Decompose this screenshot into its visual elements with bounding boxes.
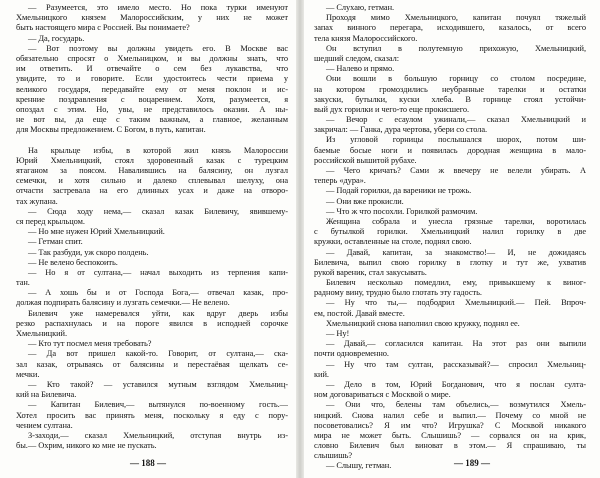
text-line: — Подай горилки, да вареники не трожь. <box>326 186 472 196</box>
text-line: опоздал с этим. Но, увы, не представилось оказии. А ны- <box>16 104 288 114</box>
text-line: — Ну что там султан, рассказывай?— спросил Хмельниц- <box>326 359 586 369</box>
text-line: слышишь? <box>314 451 353 461</box>
text-line: На крыльце избы, в которой жил князь Малороссии <box>28 145 288 155</box>
text-line: ницкий. Снова налил себе и выпил.— Почему со мной не <box>314 410 586 420</box>
text-line: российской вышитой рубахе. <box>314 155 417 165</box>
text-line: — Не велено беспокоить. <box>28 257 118 267</box>
text-line: — Что ж что посохли. Горилкой размочим. <box>326 206 478 216</box>
text-line: запах винного перегара, исходившего, казалось, от всего <box>314 23 586 33</box>
text-line: — Да вот пришел какой-то. Говорит, от султана,— ска- <box>28 349 288 359</box>
text-line: быть настоящего мира с Россией. Вы понимаете? <box>16 23 190 33</box>
text-line: им ответить. И отвечайте о сем без лукавства, что <box>16 64 288 74</box>
text-line: отчасти застревала на его длинных усах и даже на отворо- <box>16 186 288 196</box>
text-line: резко распахнулась и на пороге явился в исподней сорочке <box>16 318 288 328</box>
text-line: увидите, то и говорите. Если удостоитесь чести приема у <box>16 74 288 84</box>
text-line: Хотел просить вас принять меня, поскольку я еду с пору- <box>16 410 288 420</box>
text-line: — Слышу, гетман. <box>326 461 392 471</box>
text-line: — Но мне нужен Юрий Хмельницкий. <box>28 227 165 237</box>
text-line: кренние поздравления с воцарением. Хотя, разумеется, я <box>16 94 288 104</box>
paragraph-gap <box>16 135 288 145</box>
text-line: мира не может быть. Слышишь? — сорвался он на крик, <box>314 430 586 440</box>
text-line: Он вступил в полутемную прихожую, Хмельницкий, <box>326 43 586 53</box>
text-line: должая подпирать балясину и лузгать семечки.— Не велено. <box>16 298 230 308</box>
text-line: чением султана. <box>16 420 73 430</box>
text-line: — Давай,— согласился капитан. На этот раз они выпили <box>326 339 586 349</box>
text-line: — Слухаю, гетман. <box>326 3 395 12</box>
text-line: — Давай, капитан, за знакомство!— И, не дожидаясь <box>326 247 586 257</box>
text-line: с бутылкой горилки. Хмельницкий налил горилку в две <box>314 227 586 237</box>
text-line: кий. <box>314 369 329 379</box>
text-line: Юрий Хмельницкий, стоял здоровенный казак с турецким <box>16 155 288 165</box>
text-line: — Налево и прямо. <box>326 64 395 74</box>
right-page-text <box>314 3 586 472</box>
text-line: мечки. <box>16 369 40 379</box>
text-line: не вот вы, да еще с таким важным, а главное, желанным <box>16 115 288 125</box>
text-line: вый дух горилки и чего-то еще прокисшего. <box>314 104 470 114</box>
text-line: — Капитан Билевич,— вытянулся по-военному гость.— <box>28 400 288 410</box>
text-line: теперь «дура». <box>314 176 366 186</box>
text-line: — Кто такой? — уставился мутным взглядом Хмельниц- <box>28 379 288 389</box>
text-line: — Вечор с есаулом ужинали,— сказал Хмельницкий и <box>326 115 586 125</box>
text-line: великого государя, передавайте ему от меня поклон и ис- <box>16 84 288 94</box>
text-line: семечки, и хотя сильно и далеко сплевывал шелуху, она <box>16 176 288 186</box>
text-line: зал казак, отрываясь от балясины и перестаёвая щелкать се- <box>16 359 288 369</box>
text-line: — Но я от султана,— начал выходить из терпения капи- <box>28 267 288 277</box>
text-line: кий на Билевича. <box>16 390 77 400</box>
text-line: — А хошь бы и от Господа Бога,— отвечал казак, про- <box>28 288 288 298</box>
left-page-number: — 188 — <box>130 458 166 468</box>
text-line: Билевич уже намеревался уйти, как вдруг дверь избы <box>28 308 288 318</box>
text-line: — Они что, белены там объелись,— возмутился Хмель- <box>326 400 586 410</box>
text-line: — Вот поэтому вы должны увидеть его. В Москве вас <box>28 43 288 53</box>
text-line: закуски, бутылки, куски хлеба. В горнице стоял устойчи- <box>314 94 586 104</box>
text-line: кружки, оставленные на столе, поднял свою. <box>314 237 472 247</box>
text-line: почти одновременно. <box>314 349 389 359</box>
text-line: — Гетман спит. <box>28 237 83 247</box>
text-line: — Сюда ходу нема,— сказал казак Билевичу, явившему- <box>28 206 288 216</box>
text-line: — Они вже прокисли. <box>326 196 404 206</box>
text-line: — Чего кричать? Сами ж ввечеру не велели убирать. А <box>326 166 586 175</box>
text-line: — Ну! <box>326 329 350 338</box>
text-line: тела князя Малороссийского. <box>314 33 418 43</box>
text-line: Билевича, выпил свою горилку в глотку и тут же, ухватив <box>314 257 586 267</box>
text-line: словно Билевич был виноват в этом.— Я спрашиваю, ты <box>314 441 586 451</box>
text-line: ном договариваться с Москвой о мире. <box>314 390 451 400</box>
text-line: — Ну что ты,— подбодрил Хмельницкий.— Пей. Впроч- <box>326 298 586 308</box>
text-line: ся перед крыльцом. <box>16 216 85 226</box>
left-page-text <box>16 3 288 451</box>
text-line: Хмельницкий снова наполнил свою кружку, поднял ее. <box>326 318 520 328</box>
text-line: тан. <box>16 278 30 288</box>
text-line: ятаганом за поясом. Навалившись на балясину, он лузгал <box>16 166 288 175</box>
text-line: Из угловой горницы послышался шорох, потом ши- <box>326 135 586 145</box>
text-line: Они вошли в большую горницу со столом посредине, <box>326 74 586 84</box>
text-line: Хмельницкого князем Малороссийским, у них не может <box>16 13 288 23</box>
text-line: Женщина собрала и унесла грязные тарелки, воротилась <box>326 216 586 226</box>
text-line: Хмельницкий. <box>16 329 68 338</box>
text-line: на котором громоздились неубранные тарелки и остатки <box>314 84 586 94</box>
text-line: бы.— Охрим, никого ко мне не пускать. <box>16 441 157 451</box>
text-line: обязательно спросят о Хмельницком, и вы должны знать, что <box>16 53 288 63</box>
text-line: ем, постой. Давай вместе. <box>314 308 405 318</box>
right-page <box>304 0 600 478</box>
text-line: тах жупана. <box>16 196 58 206</box>
text-line: — Кто тут посмел меня требовать? <box>28 339 152 349</box>
text-line: Проходя мимо Хмельницкого, капитан почуял тяжелый <box>326 13 586 23</box>
text-line: З-заходи,— сказал Хмельницкий, отступая внутрь из- <box>28 430 288 440</box>
text-line: рукой вареник, стал закусывать. <box>314 267 427 277</box>
text-line: Билевич несколько помедлил, ему, привыкшему к виног- <box>326 278 586 288</box>
book-gutter <box>296 0 304 478</box>
right-page-number: — 189 — <box>454 458 490 468</box>
text-line: — Так разбуди, уж скоро полдень. <box>28 247 149 257</box>
left-page <box>0 0 296 478</box>
text-line: для Москвы предложением. С Богом, в путь, капитан. <box>16 125 206 135</box>
text-line: закричал: — Ганка, дура чертова, убери со стола. <box>314 125 488 135</box>
text-line: шедший следом, сказал: <box>314 53 399 63</box>
text-line: баемые босые ноги и появилась дородная женщина в мало- <box>314 145 586 155</box>
text-line: — Дело в том, Юрий Богданович, что я послан султа- <box>326 379 586 389</box>
text-line: посоветовались? Я им что? Игрушка? С Москвой никакого <box>314 420 586 430</box>
text-line: — Да, государь. <box>28 33 85 43</box>
text-line: — Разумеется, это имело место. Но пока турки именуют <box>28 3 288 12</box>
text-line: радному вину, трудно было глотать эту гадость. <box>314 288 482 298</box>
